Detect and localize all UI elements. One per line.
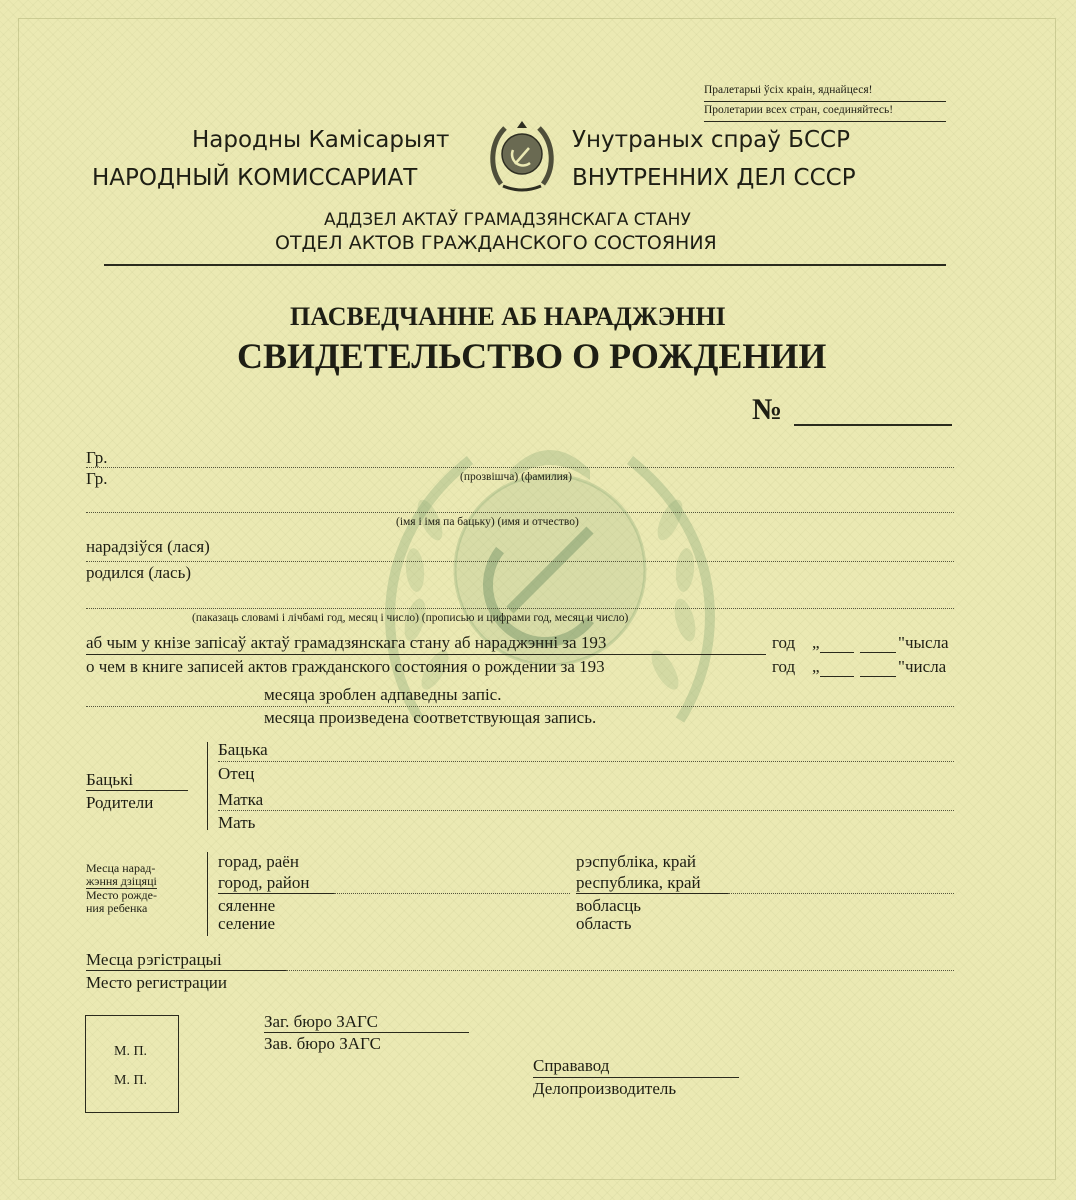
- father-label-ru: Отец: [218, 764, 255, 783]
- surname-hint: (прозвішча) (фамилия): [460, 471, 572, 483]
- birthplace-label: [86, 862, 157, 915]
- village-label-ru: селение: [218, 914, 276, 933]
- department-ru: ОТДЕЛ АКТОВ ГРАЖДАНСКОГО СОСТОЯНИЯ: [275, 232, 717, 254]
- father-label-be: Бацька: [218, 740, 268, 759]
- surname-input-line[interactable]: [86, 467, 954, 468]
- head-label-be: Заг. бюро ЗАГС: [264, 1012, 378, 1031]
- month-text-be: месяца зроблен адпаведны запіс.: [264, 685, 502, 704]
- motto-underline: [704, 121, 946, 122]
- registration-label-ru: Место регистрации: [86, 973, 227, 992]
- state-emblem-icon: [487, 118, 557, 194]
- city-label-underline: [218, 893, 334, 894]
- department-be: АДДЗЕЛ АКТАЎ ГРАМАДЗЯНСКАГА СТАНУ: [324, 210, 691, 230]
- year-label-ru: год: [772, 657, 796, 676]
- head-signature-line[interactable]: [264, 1032, 469, 1033]
- year-label-be: год: [772, 633, 796, 652]
- city-label-ru: город, район: [218, 873, 310, 892]
- day-label-be: чысла: [905, 633, 949, 652]
- name-input-line[interactable]: [86, 512, 954, 513]
- quote-open-2: „: [812, 657, 820, 676]
- republic-label-underline: [576, 893, 728, 894]
- registration-label-underline: [86, 970, 286, 971]
- header-left-be: Народны Камісарыят: [192, 127, 450, 153]
- month-input-line-1[interactable]: [860, 652, 896, 653]
- stamp-mp-ru: М. П.: [114, 1073, 148, 1088]
- birth-date-input-line[interactable]: [86, 561, 954, 562]
- stamp-mp-be: М. П.: [114, 1044, 148, 1059]
- mother-label-ru: Мать: [218, 813, 256, 832]
- citizen-label-be: Гр.: [86, 448, 108, 467]
- quote-open-1: „: [812, 633, 820, 652]
- month-input-line[interactable]: [86, 706, 954, 707]
- header-rule: [104, 264, 946, 266]
- parents-label-ru: Родители: [86, 793, 154, 812]
- record-text-be: аб чым у кнізе запісаў актаў грамадзянскага стану аб нараджэнні за 193: [86, 633, 607, 652]
- record-text-ru: о чем в книге записей актов гражданского состояния о рождении за 193: [86, 657, 605, 676]
- month-input-line-2[interactable]: [860, 676, 896, 677]
- clerk-label-ru: Делопроизводитель: [533, 1079, 677, 1098]
- name-hint: (імя і імя па бацьку) (имя и отчество): [396, 516, 579, 528]
- stamp-box: [85, 1015, 179, 1113]
- city-input-line[interactable]: [334, 893, 570, 894]
- father-input-line[interactable]: [218, 761, 954, 762]
- mother-input-line[interactable]: [218, 810, 954, 811]
- birthplace-label-line-4: ния ребенка: [86, 901, 148, 915]
- number-label: №: [752, 393, 783, 426]
- day-label-ru: числа: [905, 657, 947, 676]
- registration-input-line[interactable]: [286, 970, 954, 971]
- month-text-ru: месяца произведена соответствующая запись.: [264, 708, 597, 727]
- header-right-ru: ВНУТРЕННИХ ДЕЛ СССР: [572, 165, 856, 191]
- republic-label-be: рэспубліка, край: [576, 852, 697, 871]
- title-ru: СВИДЕТЕЛЬСТВО О РОЖДЕНИИ: [237, 336, 827, 376]
- parents-label-underline: [86, 790, 188, 791]
- head-label-ru: Зав. бюро ЗАГС: [264, 1034, 381, 1053]
- republic-input-line[interactable]: [728, 893, 954, 894]
- clerk-signature-line[interactable]: [533, 1077, 739, 1078]
- birthplace-label-line-1: Месца нарад-: [86, 861, 156, 875]
- oblast-label-be: вобласць: [576, 896, 642, 915]
- city-label-be: горад, раён: [218, 852, 299, 871]
- clerk-label-be: Справавод: [533, 1056, 610, 1075]
- header-right-be: Унутраных спраў БССР: [572, 127, 850, 153]
- motto-divider: [704, 101, 946, 102]
- parents-label-be: Бацькі: [86, 770, 134, 789]
- born-label-be: нарадзіўся (лася): [86, 537, 210, 556]
- village-label-be: сяленне: [218, 896, 276, 915]
- title-be: ПАСВЕДЧАННЕ АБ НАРАДЖЭННІ: [290, 302, 726, 331]
- birthplace-label-line-2: жэння дзіцяці: [86, 874, 157, 888]
- day-input-line-1[interactable]: [820, 652, 854, 653]
- quote-close-1: ": [898, 633, 905, 652]
- quote-close-2: ": [898, 657, 905, 676]
- mother-label-be: Матка: [218, 790, 264, 809]
- record-underline: [86, 654, 766, 655]
- parents-brace: [207, 742, 208, 830]
- registration-label-be: Месца рэгістрацыі: [86, 950, 222, 969]
- motto-ru: Пролетарии всех стран, соединяйтесь!: [704, 104, 894, 116]
- motto-be: Пралетарыі ўсіх краін, яднайцеся!: [704, 84, 873, 96]
- birthplace-brace: [207, 852, 208, 936]
- day-input-line-2[interactable]: [820, 676, 854, 677]
- header-left-ru: НАРОДНЫЙ КОМИССАРИАТ: [92, 165, 418, 191]
- born-label-ru: родился (лась): [86, 563, 192, 582]
- birthplace-label-line-3: Место рожде-: [86, 888, 157, 902]
- oblast-label-ru: область: [576, 914, 632, 933]
- birth-date-input-line-2[interactable]: [86, 608, 954, 609]
- republic-label-ru: республика, край: [576, 873, 701, 892]
- citizen-label-ru: Гр.: [86, 469, 108, 488]
- date-hint: (паказаць словамі і лічбамі год, месяц і число) (прописью и цифрами год, месяц и число): [192, 612, 629, 624]
- number-input-line[interactable]: [794, 424, 952, 426]
